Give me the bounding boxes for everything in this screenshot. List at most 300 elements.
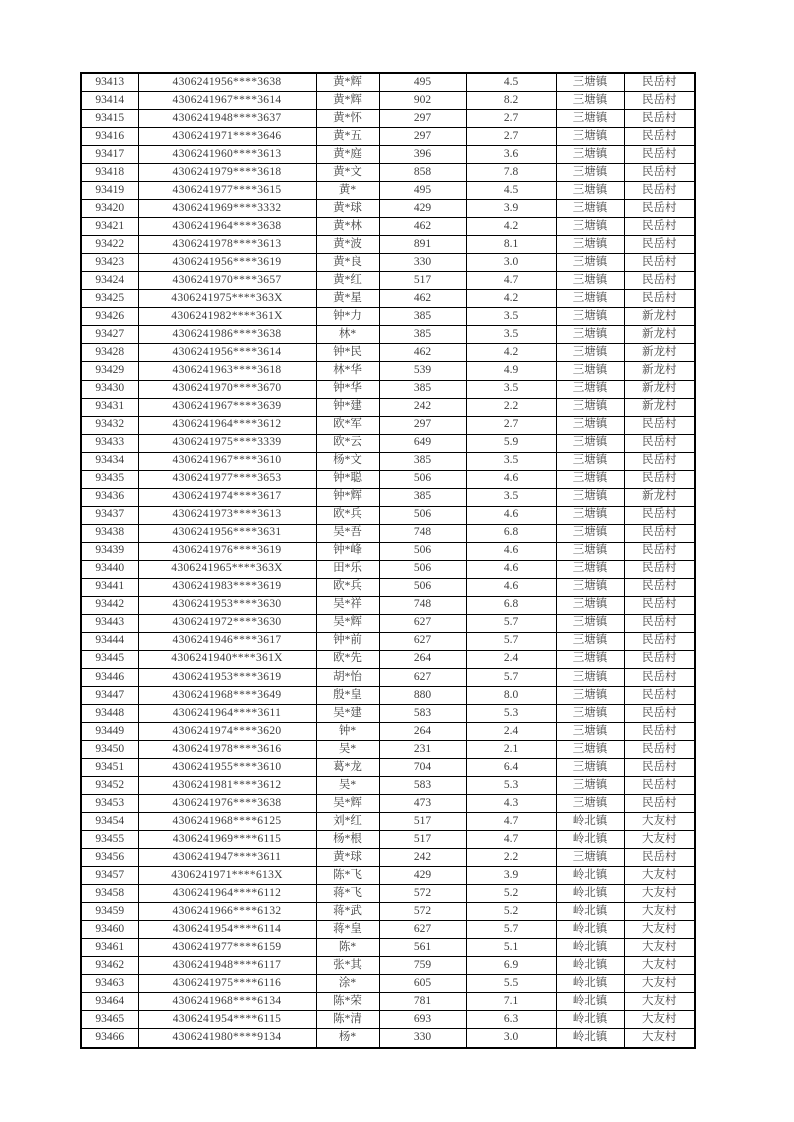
cell-serial: 93420: [81, 200, 138, 218]
table-row: [81, 380, 695, 398]
cell-village: 民岳村: [624, 848, 695, 866]
cell-amount: 330: [379, 1029, 466, 1048]
cell-name: 吴*祥: [316, 596, 379, 614]
cell-village: 民岳村: [624, 542, 695, 560]
cell-town: 三塘镇: [556, 704, 624, 722]
cell-amount: 297: [379, 128, 466, 146]
cell-village: 民岳村: [624, 254, 695, 272]
table-row: [81, 578, 695, 596]
table-row: [81, 740, 695, 758]
cell-town: 三塘镇: [556, 164, 624, 182]
cell-village: 民岳村: [624, 524, 695, 542]
cell-amount: 748: [379, 524, 466, 542]
cell-name: 吴*: [316, 740, 379, 758]
cell-name: 蒋*武: [316, 902, 379, 920]
cell-amount: 506: [379, 470, 466, 488]
cell-town: 三塘镇: [556, 452, 624, 470]
cell-amount: 506: [379, 578, 466, 596]
cell-name: 吴*建: [316, 704, 379, 722]
cell-serial: 93421: [81, 218, 138, 236]
cell-town: 三塘镇: [556, 434, 624, 452]
cell-serial: 93430: [81, 380, 138, 398]
cell-amount: 539: [379, 362, 466, 380]
cell-village: 大友村: [624, 957, 695, 975]
cell-rate: 5.3: [466, 704, 556, 722]
cell-town: 三塘镇: [556, 614, 624, 632]
cell-town: 三塘镇: [556, 200, 624, 218]
cell-rate: 6.3: [466, 1011, 556, 1029]
cell-serial: 93429: [81, 362, 138, 380]
cell-town: 三塘镇: [556, 578, 624, 596]
table-row: [81, 722, 695, 740]
cell-rate: 3.5: [466, 488, 556, 506]
cell-amount: 385: [379, 326, 466, 344]
cell-id-masked: 4306241975****363X: [138, 290, 316, 308]
cell-rate: 6.8: [466, 596, 556, 614]
cell-name: 钟*民: [316, 344, 379, 362]
cell-town: 三塘镇: [556, 776, 624, 794]
table-row: [81, 524, 695, 542]
cell-amount: 242: [379, 848, 466, 866]
cell-amount: 506: [379, 506, 466, 524]
cell-serial: 93428: [81, 344, 138, 362]
cell-village: 民岳村: [624, 632, 695, 650]
table-row: [81, 1029, 695, 1048]
cell-name: 陈*荣: [316, 993, 379, 1011]
cell-rate: 7.8: [466, 164, 556, 182]
cell-name: 黄*五: [316, 128, 379, 146]
cell-town: 岭北镇: [556, 1029, 624, 1048]
cell-village: 大友村: [624, 975, 695, 993]
cell-id-masked: 4306241970****3657: [138, 272, 316, 290]
cell-amount: 242: [379, 398, 466, 416]
cell-serial: 93424: [81, 272, 138, 290]
cell-village: 民岳村: [624, 146, 695, 164]
cell-rate: 4.7: [466, 272, 556, 290]
cell-serial: 93457: [81, 866, 138, 884]
cell-id-masked: 4306241955****3610: [138, 758, 316, 776]
cell-id-masked: 4306241954****6115: [138, 1011, 316, 1029]
cell-rate: 4.9: [466, 362, 556, 380]
cell-id-masked: 4306241956****3631: [138, 524, 316, 542]
cell-serial: 93422: [81, 236, 138, 254]
table-row: [81, 146, 695, 164]
table-row: [81, 848, 695, 866]
cell-id-masked: 4306241968****6125: [138, 812, 316, 830]
table-row: [81, 290, 695, 308]
table-row: [81, 1011, 695, 1029]
cell-amount: 572: [379, 884, 466, 902]
cell-town: 三塘镇: [556, 542, 624, 560]
table-row: [81, 218, 695, 236]
cell-id-masked: 4306241979****3618: [138, 164, 316, 182]
cell-town: 三塘镇: [556, 110, 624, 128]
cell-serial: 93413: [81, 73, 138, 92]
cell-amount: 693: [379, 1011, 466, 1029]
cell-town: 岭北镇: [556, 830, 624, 848]
cell-amount: 495: [379, 182, 466, 200]
cell-id-masked: 4306241970****3670: [138, 380, 316, 398]
cell-name: 黄*辉: [316, 92, 379, 110]
cell-id-masked: 4306241967****3610: [138, 452, 316, 470]
cell-amount: 627: [379, 668, 466, 686]
cell-serial: 93436: [81, 488, 138, 506]
cell-id-masked: 4306241967****3639: [138, 398, 316, 416]
cell-id-masked: 4306241978****3613: [138, 236, 316, 254]
cell-rate: 5.1: [466, 938, 556, 956]
cell-amount: 517: [379, 830, 466, 848]
table-row: [81, 200, 695, 218]
cell-rate: 3.5: [466, 308, 556, 326]
cell-town: 三塘镇: [556, 488, 624, 506]
cell-amount: 385: [379, 488, 466, 506]
cell-town: 岭北镇: [556, 920, 624, 938]
cell-serial: 93432: [81, 416, 138, 434]
cell-id-masked: 4306241972****3630: [138, 614, 316, 632]
cell-serial: 93417: [81, 146, 138, 164]
cell-town: 三塘镇: [556, 758, 624, 776]
cell-serial: 93454: [81, 812, 138, 830]
cell-rate: 4.2: [466, 218, 556, 236]
cell-village: 民岳村: [624, 164, 695, 182]
cell-name: 刘*红: [316, 812, 379, 830]
table-row: [81, 254, 695, 272]
cell-serial: 93466: [81, 1029, 138, 1048]
table-row: [81, 128, 695, 146]
cell-name: 黄*良: [316, 254, 379, 272]
cell-rate: 5.7: [466, 632, 556, 650]
cell-amount: 649: [379, 434, 466, 452]
cell-amount: 627: [379, 614, 466, 632]
table-row: [81, 164, 695, 182]
cell-town: 三塘镇: [556, 146, 624, 164]
cell-town: 三塘镇: [556, 632, 624, 650]
cell-amount: 264: [379, 722, 466, 740]
cell-rate: 4.5: [466, 73, 556, 92]
cell-name: 钟*建: [316, 398, 379, 416]
cell-amount: 704: [379, 758, 466, 776]
cell-rate: 5.7: [466, 614, 556, 632]
cell-name: 张*其: [316, 957, 379, 975]
cell-amount: 473: [379, 794, 466, 812]
cell-rate: 4.2: [466, 290, 556, 308]
cell-village: 大友村: [624, 812, 695, 830]
cell-id-masked: 4306241982****361X: [138, 308, 316, 326]
cell-rate: 4.7: [466, 830, 556, 848]
table-row: [81, 920, 695, 938]
cell-village: 新龙村: [624, 380, 695, 398]
cell-rate: 4.6: [466, 578, 556, 596]
cell-serial: 93425: [81, 290, 138, 308]
cell-id-masked: 4306241964****3638: [138, 218, 316, 236]
cell-village: 新龙村: [624, 398, 695, 416]
cell-rate: 2.7: [466, 128, 556, 146]
cell-serial: 93414: [81, 92, 138, 110]
cell-name: 吴*吾: [316, 524, 379, 542]
cell-rate: 4.6: [466, 542, 556, 560]
cell-rate: 6.8: [466, 524, 556, 542]
cell-amount: 561: [379, 938, 466, 956]
cell-rate: 2.4: [466, 722, 556, 740]
cell-village: 民岳村: [624, 614, 695, 632]
table-row: [81, 110, 695, 128]
cell-amount: 506: [379, 560, 466, 578]
cell-town: 三塘镇: [556, 722, 624, 740]
cell-rate: 8.0: [466, 686, 556, 704]
cell-name: 黄*: [316, 182, 379, 200]
cell-name: 黄*红: [316, 272, 379, 290]
cell-id-masked: 4306241983****3619: [138, 578, 316, 596]
cell-serial: 93460: [81, 920, 138, 938]
cell-rate: 8.1: [466, 236, 556, 254]
cell-name: 林*: [316, 326, 379, 344]
cell-village: 大友村: [624, 884, 695, 902]
cell-rate: 2.2: [466, 848, 556, 866]
cell-id-masked: 4306241940****361X: [138, 650, 316, 668]
cell-serial: 93456: [81, 848, 138, 866]
cell-name: 陈*: [316, 938, 379, 956]
cell-id-masked: 4306241971****3646: [138, 128, 316, 146]
cell-serial: 93444: [81, 632, 138, 650]
cell-name: 黄*辉: [316, 73, 379, 92]
cell-serial: 93434: [81, 452, 138, 470]
cell-serial: 93437: [81, 506, 138, 524]
cell-id-masked: 4306241977****3615: [138, 182, 316, 200]
cell-serial: 93448: [81, 704, 138, 722]
cell-serial: 93426: [81, 308, 138, 326]
cell-serial: 93415: [81, 110, 138, 128]
cell-rate: 2.4: [466, 650, 556, 668]
cell-rate: 5.2: [466, 884, 556, 902]
cell-town: 三塘镇: [556, 344, 624, 362]
cell-name: 殷*皇: [316, 686, 379, 704]
cell-village: 大友村: [624, 938, 695, 956]
cell-village: 民岳村: [624, 434, 695, 452]
cell-village: 大友村: [624, 920, 695, 938]
cell-name: 钟*辉: [316, 488, 379, 506]
cell-village: 民岳村: [624, 218, 695, 236]
cell-amount: 330: [379, 254, 466, 272]
beneficiary-table: [80, 72, 696, 1049]
cell-town: 三塘镇: [556, 686, 624, 704]
cell-serial: 93440: [81, 560, 138, 578]
cell-id-masked: 4306241968****6134: [138, 993, 316, 1011]
cell-town: 三塘镇: [556, 470, 624, 488]
cell-village: 新龙村: [624, 308, 695, 326]
table-row: [81, 650, 695, 668]
table-row: [81, 92, 695, 110]
cell-serial: 93433: [81, 434, 138, 452]
cell-village: 新龙村: [624, 344, 695, 362]
cell-serial: 93416: [81, 128, 138, 146]
cell-town: 三塘镇: [556, 596, 624, 614]
cell-name: 陈*清: [316, 1011, 379, 1029]
cell-rate: 3.9: [466, 200, 556, 218]
cell-serial: 93449: [81, 722, 138, 740]
cell-name: 黄*庭: [316, 146, 379, 164]
cell-serial: 93442: [81, 596, 138, 614]
cell-town: 岭北镇: [556, 884, 624, 902]
cell-name: 钟*力: [316, 308, 379, 326]
cell-town: 三塘镇: [556, 308, 624, 326]
cell-id-masked: 4306241966****6132: [138, 902, 316, 920]
cell-rate: 3.5: [466, 380, 556, 398]
cell-id-masked: 4306241977****6159: [138, 938, 316, 956]
cell-rate: 4.3: [466, 794, 556, 812]
table-row: [81, 884, 695, 902]
cell-village: 民岳村: [624, 722, 695, 740]
cell-name: 葛*龙: [316, 758, 379, 776]
cell-village: 大友村: [624, 866, 695, 884]
cell-id-masked: 4306241974****3620: [138, 722, 316, 740]
cell-name: 欧*军: [316, 416, 379, 434]
cell-id-masked: 4306241986****3638: [138, 326, 316, 344]
cell-rate: 3.0: [466, 1029, 556, 1048]
cell-amount: 396: [379, 146, 466, 164]
cell-rate: 2.7: [466, 416, 556, 434]
cell-village: 大友村: [624, 902, 695, 920]
cell-serial: 93446: [81, 668, 138, 686]
cell-serial: 93459: [81, 902, 138, 920]
table-row: [81, 866, 695, 884]
cell-id-masked: 4306241965****363X: [138, 560, 316, 578]
table-row: [81, 452, 695, 470]
cell-town: 三塘镇: [556, 254, 624, 272]
cell-village: 民岳村: [624, 110, 695, 128]
cell-town: 三塘镇: [556, 506, 624, 524]
cell-id-masked: 4306241960****3613: [138, 146, 316, 164]
cell-village: 民岳村: [624, 452, 695, 470]
table-row: [81, 488, 695, 506]
cell-village: 民岳村: [624, 290, 695, 308]
table-row: [81, 542, 695, 560]
table-row: [81, 902, 695, 920]
cell-amount: 506: [379, 542, 466, 560]
cell-village: 新龙村: [624, 326, 695, 344]
cell-town: 三塘镇: [556, 740, 624, 758]
table-row: [81, 596, 695, 614]
cell-rate: 3.9: [466, 866, 556, 884]
cell-amount: 781: [379, 993, 466, 1011]
cell-serial: 93453: [81, 794, 138, 812]
table-row: [81, 830, 695, 848]
cell-town: 三塘镇: [556, 326, 624, 344]
cell-town: 岭北镇: [556, 957, 624, 975]
cell-town: 三塘镇: [556, 290, 624, 308]
cell-amount: 605: [379, 975, 466, 993]
cell-name: 欧*兵: [316, 506, 379, 524]
cell-rate: 3.6: [466, 146, 556, 164]
cell-id-masked: 4306241956****3614: [138, 344, 316, 362]
cell-name: 黄*球: [316, 200, 379, 218]
cell-serial: 93439: [81, 542, 138, 560]
cell-id-masked: 4306241973****3613: [138, 506, 316, 524]
cell-amount: 297: [379, 110, 466, 128]
cell-amount: 495: [379, 73, 466, 92]
cell-amount: 385: [379, 308, 466, 326]
cell-serial: 93461: [81, 938, 138, 956]
cell-village: 民岳村: [624, 560, 695, 578]
cell-serial: 93450: [81, 740, 138, 758]
cell-name: 钟*前: [316, 632, 379, 650]
cell-village: 民岳村: [624, 704, 695, 722]
cell-village: 民岳村: [624, 470, 695, 488]
cell-name: 黄*怀: [316, 110, 379, 128]
cell-rate: 5.7: [466, 920, 556, 938]
cell-rate: 4.6: [466, 506, 556, 524]
cell-village: 民岳村: [624, 92, 695, 110]
table-row: [81, 434, 695, 452]
cell-serial: 93441: [81, 578, 138, 596]
table-row: [81, 938, 695, 956]
table-row: [81, 794, 695, 812]
table-row: [81, 73, 695, 92]
cell-village: 新龙村: [624, 362, 695, 380]
cell-village: 民岳村: [624, 416, 695, 434]
cell-serial: 93465: [81, 1011, 138, 1029]
cell-village: 民岳村: [624, 686, 695, 704]
cell-amount: 627: [379, 632, 466, 650]
cell-amount: 572: [379, 902, 466, 920]
table-row: [81, 182, 695, 200]
cell-id-masked: 4306241969****3332: [138, 200, 316, 218]
cell-id-masked: 4306241969****6115: [138, 830, 316, 848]
cell-name: 吴*辉: [316, 614, 379, 632]
cell-town: 三塘镇: [556, 560, 624, 578]
cell-amount: 462: [379, 344, 466, 362]
cell-town: 三塘镇: [556, 794, 624, 812]
cell-town: 三塘镇: [556, 848, 624, 866]
cell-name: 欧*云: [316, 434, 379, 452]
cell-serial: 93463: [81, 975, 138, 993]
cell-serial: 93419: [81, 182, 138, 200]
cell-village: 民岳村: [624, 272, 695, 290]
cell-amount: 891: [379, 236, 466, 254]
cell-serial: 93447: [81, 686, 138, 704]
cell-village: 民岳村: [624, 236, 695, 254]
cell-amount: 880: [379, 686, 466, 704]
cell-name: 黄*球: [316, 848, 379, 866]
table-row: [81, 758, 695, 776]
table-row: [81, 993, 695, 1011]
cell-town: 三塘镇: [556, 362, 624, 380]
cell-rate: 7.1: [466, 993, 556, 1011]
cell-rate: 2.1: [466, 740, 556, 758]
cell-rate: 2.2: [466, 398, 556, 416]
cell-rate: 4.5: [466, 182, 556, 200]
cell-serial: 93458: [81, 884, 138, 902]
table-row: [81, 272, 695, 290]
cell-amount: 462: [379, 290, 466, 308]
table-row: [81, 686, 695, 704]
cell-id-masked: 4306241948****6117: [138, 957, 316, 975]
cell-town: 岭北镇: [556, 902, 624, 920]
cell-name: 钟*峰: [316, 542, 379, 560]
cell-town: 三塘镇: [556, 416, 624, 434]
cell-town: 三塘镇: [556, 524, 624, 542]
cell-rate: 2.7: [466, 110, 556, 128]
cell-village: 民岳村: [624, 758, 695, 776]
cell-rate: 6.4: [466, 758, 556, 776]
table-row: [81, 416, 695, 434]
cell-amount: 462: [379, 218, 466, 236]
table-row: [81, 506, 695, 524]
cell-serial: 93427: [81, 326, 138, 344]
cell-id-masked: 4306241947****3611: [138, 848, 316, 866]
cell-serial: 93443: [81, 614, 138, 632]
cell-serial: 93445: [81, 650, 138, 668]
table-row: [81, 957, 695, 975]
